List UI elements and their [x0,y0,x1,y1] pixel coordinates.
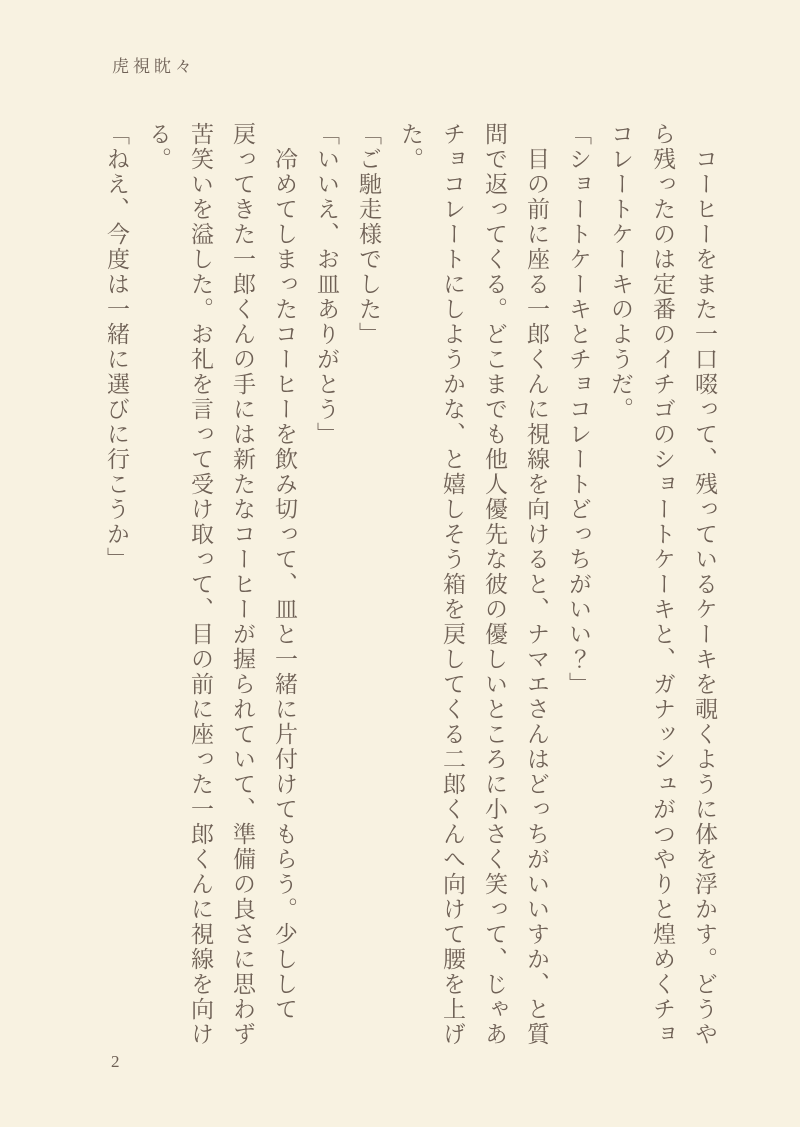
text-line: コーヒーをまた一口啜って、残っているケーキを覗くように体を浮かす。どうや [692,122,717,1047]
page-number: 2 [111,1052,120,1071]
text-line: 「ご馳走様でした」 [356,122,381,347]
running-title: 虎視眈々 [112,57,196,76]
text-line: 目の前に座る一郎くんに視線を向けると、ナマエさんはどっちがいいすか、と質 [524,122,549,1047]
text-line: 「ショートケーキとチョコレートどっちがいい？」 [566,122,591,697]
text-line: コレートケーキのようだ。 [608,122,633,422]
vertical-text-block [95,122,725,1057]
text-line: チョコレートにしようかな、と嬉しそう箱を戻してくる二郎くんへ向けて腰を上げ [440,122,465,1047]
text-line: 苦笑いを溢した。お礼を言って受け取って、目の前に座った一郎くんに視線を向け [188,122,213,1047]
text-line: 「ねえ、今度は一緒に選びに行こうか」 [104,122,129,572]
text-line: 「いいえ、お皿ありがとう」 [314,122,339,447]
text-line: 冷めてしまったコーヒーを飲み切って、皿と一緒に片付けてもらう。少しして [272,122,297,1022]
text-line: 問で返ってくる。どこまでも他人優先な彼の優しいところに小さく笑って、じゃあ [482,122,507,1047]
text-line: 戻ってきた一郎くんの手には新たなコーヒーが握られていて、準備の良さに思わず [230,122,255,1047]
text-line: ら残ったのは定番のイチゴのショートケーキと、ガナッシュがつやりと煌めくチョ [650,122,675,1047]
text-line: た。 [398,122,423,172]
text-line: る。 [146,122,171,172]
